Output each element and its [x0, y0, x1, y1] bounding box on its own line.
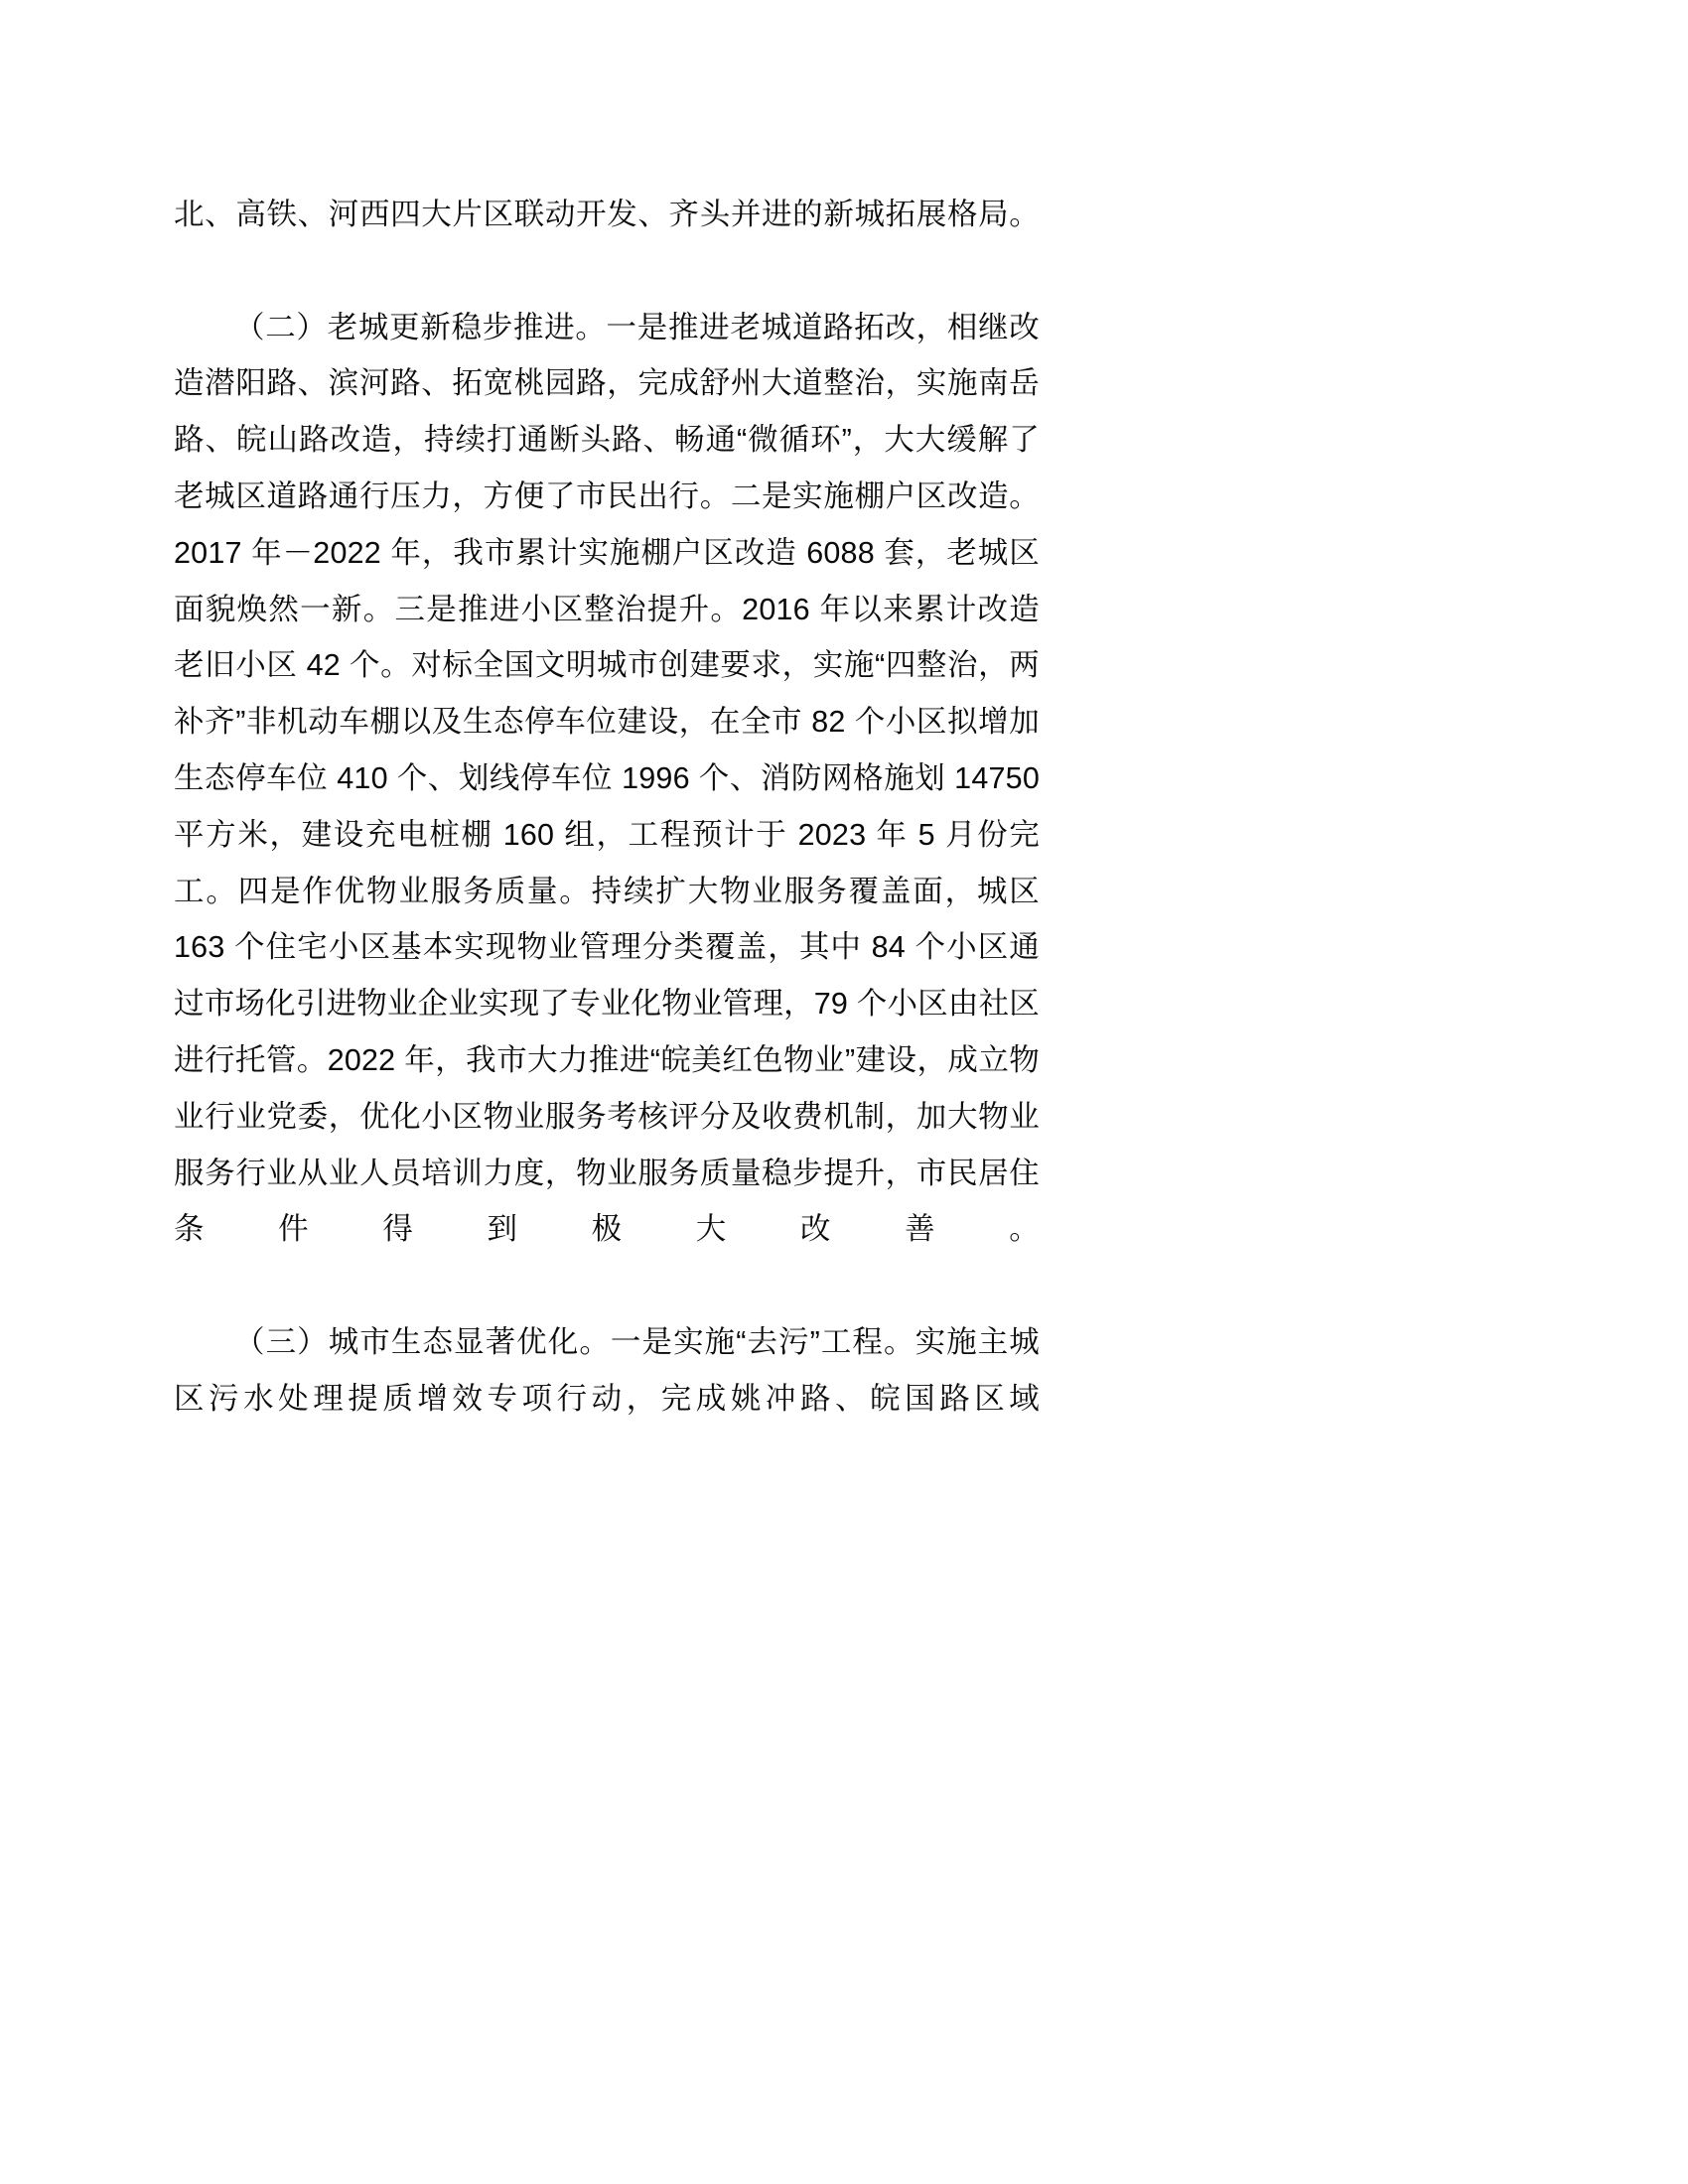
paragraph-section-three: （三）城市生态显著优化。一是实施“去污”工程。实施主城区污水处理提质增效专项行动，完成姚冲路、皖国路区域	[174, 1324, 1040, 1416]
paragraph-continuation: 北、高铁、河西四大片区联动开发、齐头并进的新城拓展格局。	[174, 198, 1040, 231]
paragraph-section-two: （二）老城更新稳步推进。一是推进老城道路拓改，相继改造潜阳路、滨河路、拓宽桃园路，完成舒州大道整治，实施南岳路、皖山路改造，持续打通断头路、畅通“微循环”，大大缓解了老城区道路通行压力，方便了市民出行。二是实施棚户区改造。2017 年－2022 年，我市累计实施棚户区改造 6088 套，老城区面貌焕然一新。三是推进小区整治提升。2016 年以来累计改造老旧小区 42 个。对标全国文明城市创建要求，实施“四整治，两补齐”非机动车棚以及生态停车位建设，在全市 82 个小区拟增加生态停车位 410 个、划线停车位 1996 个、消防网格施划 14750 平方米，建设充电桩棚 160 组，工程预计于 2023 年 5 月份完工。四是作优物业服务质量。持续扩大物业服务覆盖面，城区 163 个住宅小区基本实现物业管理分类覆盖，其中 84 个小区通过市场化引进物业企业实现了专业化物业管理，79 个小区由社区进行托管。2022 年，我市大力推进“皖美红色物业”建设，成立物业行业党委，优化小区物业服务考核评分及收费机制，加大物业服务行业从业人员培训力度，物业服务质量稳步提升，市民居住条件得到极大改善。	[174, 310, 1040, 1247]
document-text-body	[174, 187, 1040, 1483]
